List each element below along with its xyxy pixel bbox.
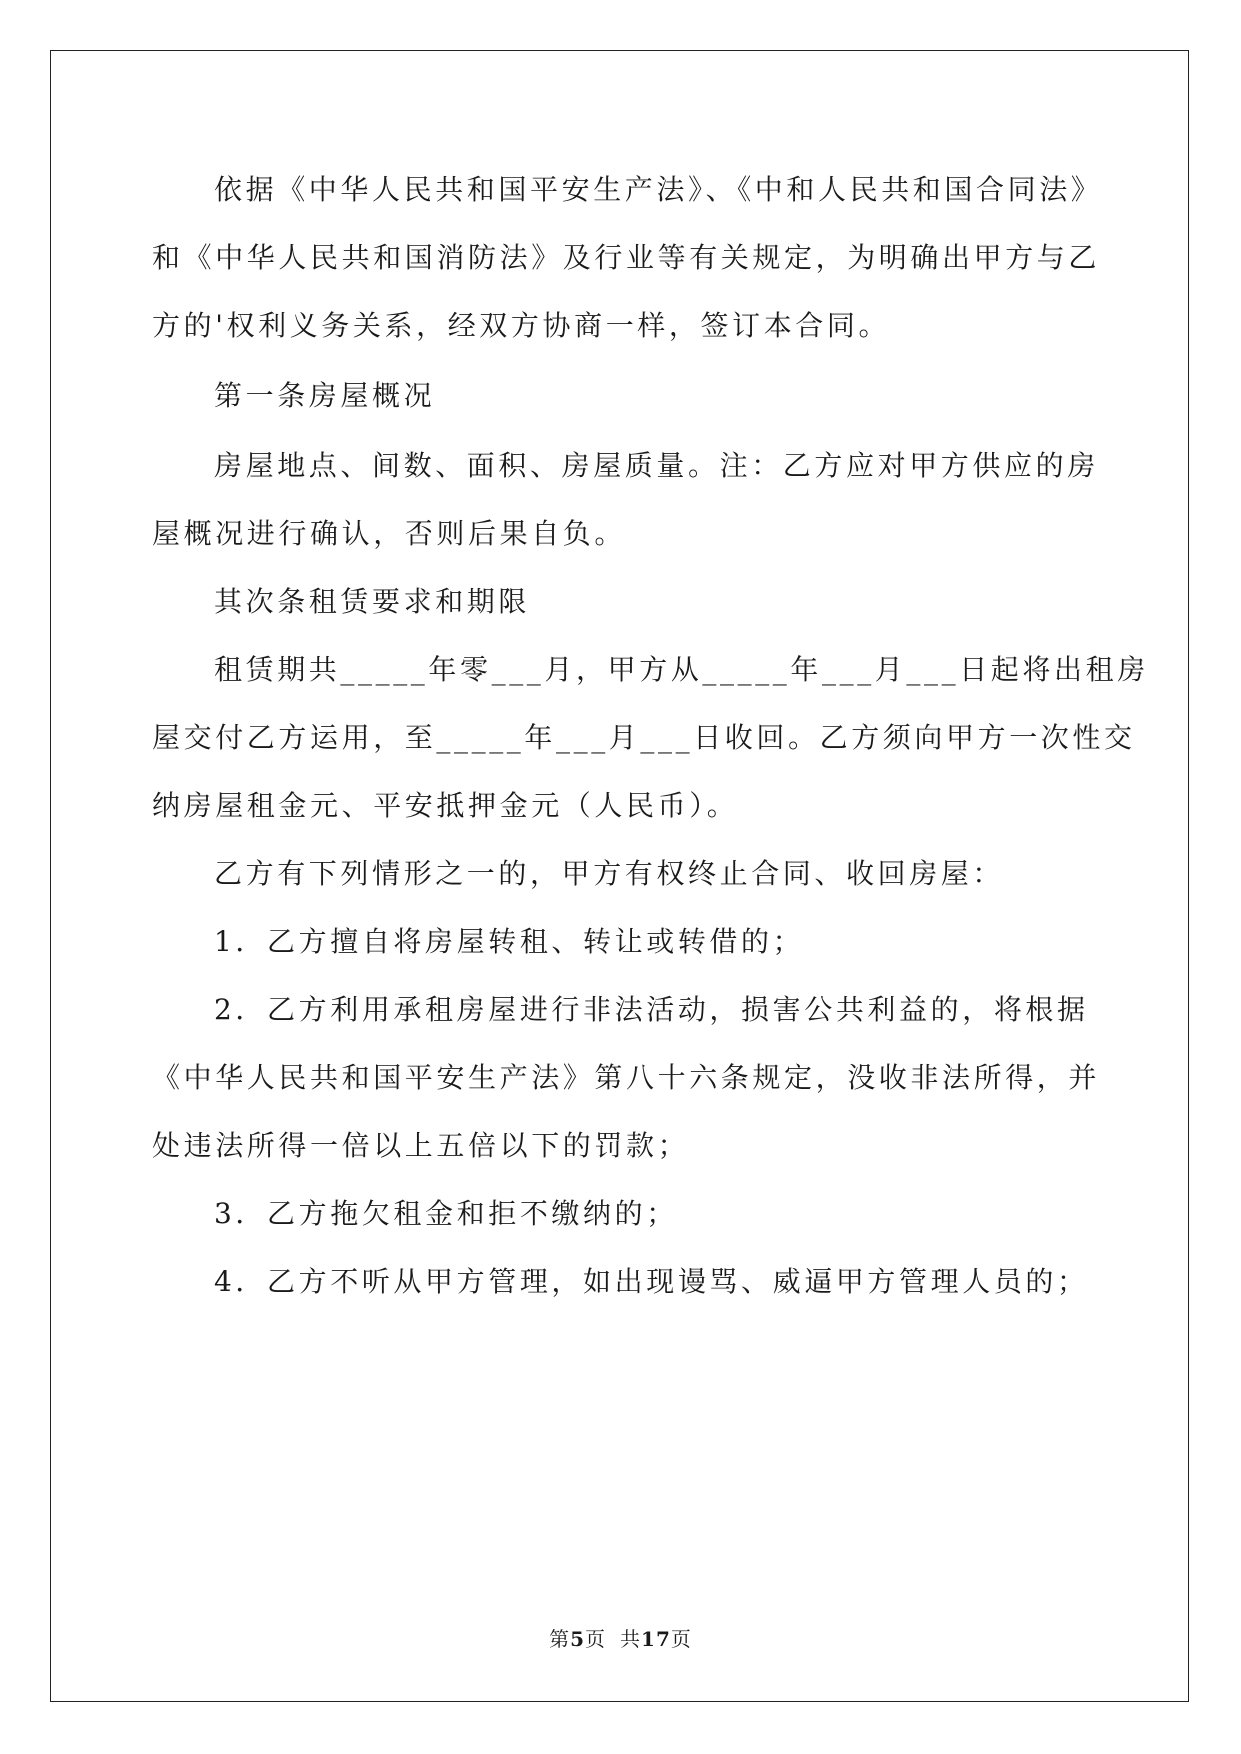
paragraph-line: 屋交付乙方运用，至_____年___月___日收回。乙方须向甲方一次性交 [152,721,1136,754]
paragraph-line: 和《中华人民共和国消防法》及行业等有关规定，为明确出甲方与乙 [152,241,1101,274]
paragraph-line: 依据《中华人民共和国平安生产法》、《中和人民共和国合同法》 [214,173,1103,206]
paragraph-line: 《中华人民共和国平安生产法》第八十六条规定，没收非法所得，并 [152,1061,1101,1094]
paragraph-line: 屋概况进行确认，否则后果自负。 [152,517,627,550]
page-number: 5 [570,1627,586,1651]
paragraph-line: 租赁期共_____年零___月，甲方从_____年___月___日起将出租房 [214,653,1149,686]
list-item: 2．乙方利用承租房屋进行非法活动，损害公共利益的，将根据 [214,993,1089,1026]
page-footer [0,1623,1241,1652]
list-item: 4．乙方不听从甲方管理，如出现谩骂、威逼甲方管理人员的； [214,1265,1089,1298]
paragraph-line: 纳房屋租金元、平安抵押金元（人民币）。 [152,789,739,822]
list-item: 3．乙方拖欠租金和拒不缴纳的； [214,1197,678,1230]
list-item: 1．乙方擅自将房屋转租、转让或转借的； [214,925,805,958]
paragraph-line: 乙方有下列情形之一的，甲方有权终止合同、收回房屋： [214,857,1005,890]
section-heading: 其次条租赁要求和期限 [214,585,531,618]
total-suffix: 页 [670,1627,692,1651]
paragraph-line: 处违法所得一倍以上五倍以下的罚款； [152,1129,690,1162]
paragraph-line: 方的'权利义务关系，经双方协商一样，签订本合同。 [152,309,891,342]
total-prefix: 共 [620,1627,642,1651]
section-heading: 第一条房屋概况 [214,379,436,412]
page-prefix: 第 [549,1627,571,1651]
total-pages: 17 [641,1627,671,1651]
page-suffix: 页 [585,1627,607,1651]
document-body [152,156,1149,1316]
paragraph-line: 房屋地点、间数、面积、房屋质量。注：乙方应对甲方供应的房 [214,449,1099,482]
